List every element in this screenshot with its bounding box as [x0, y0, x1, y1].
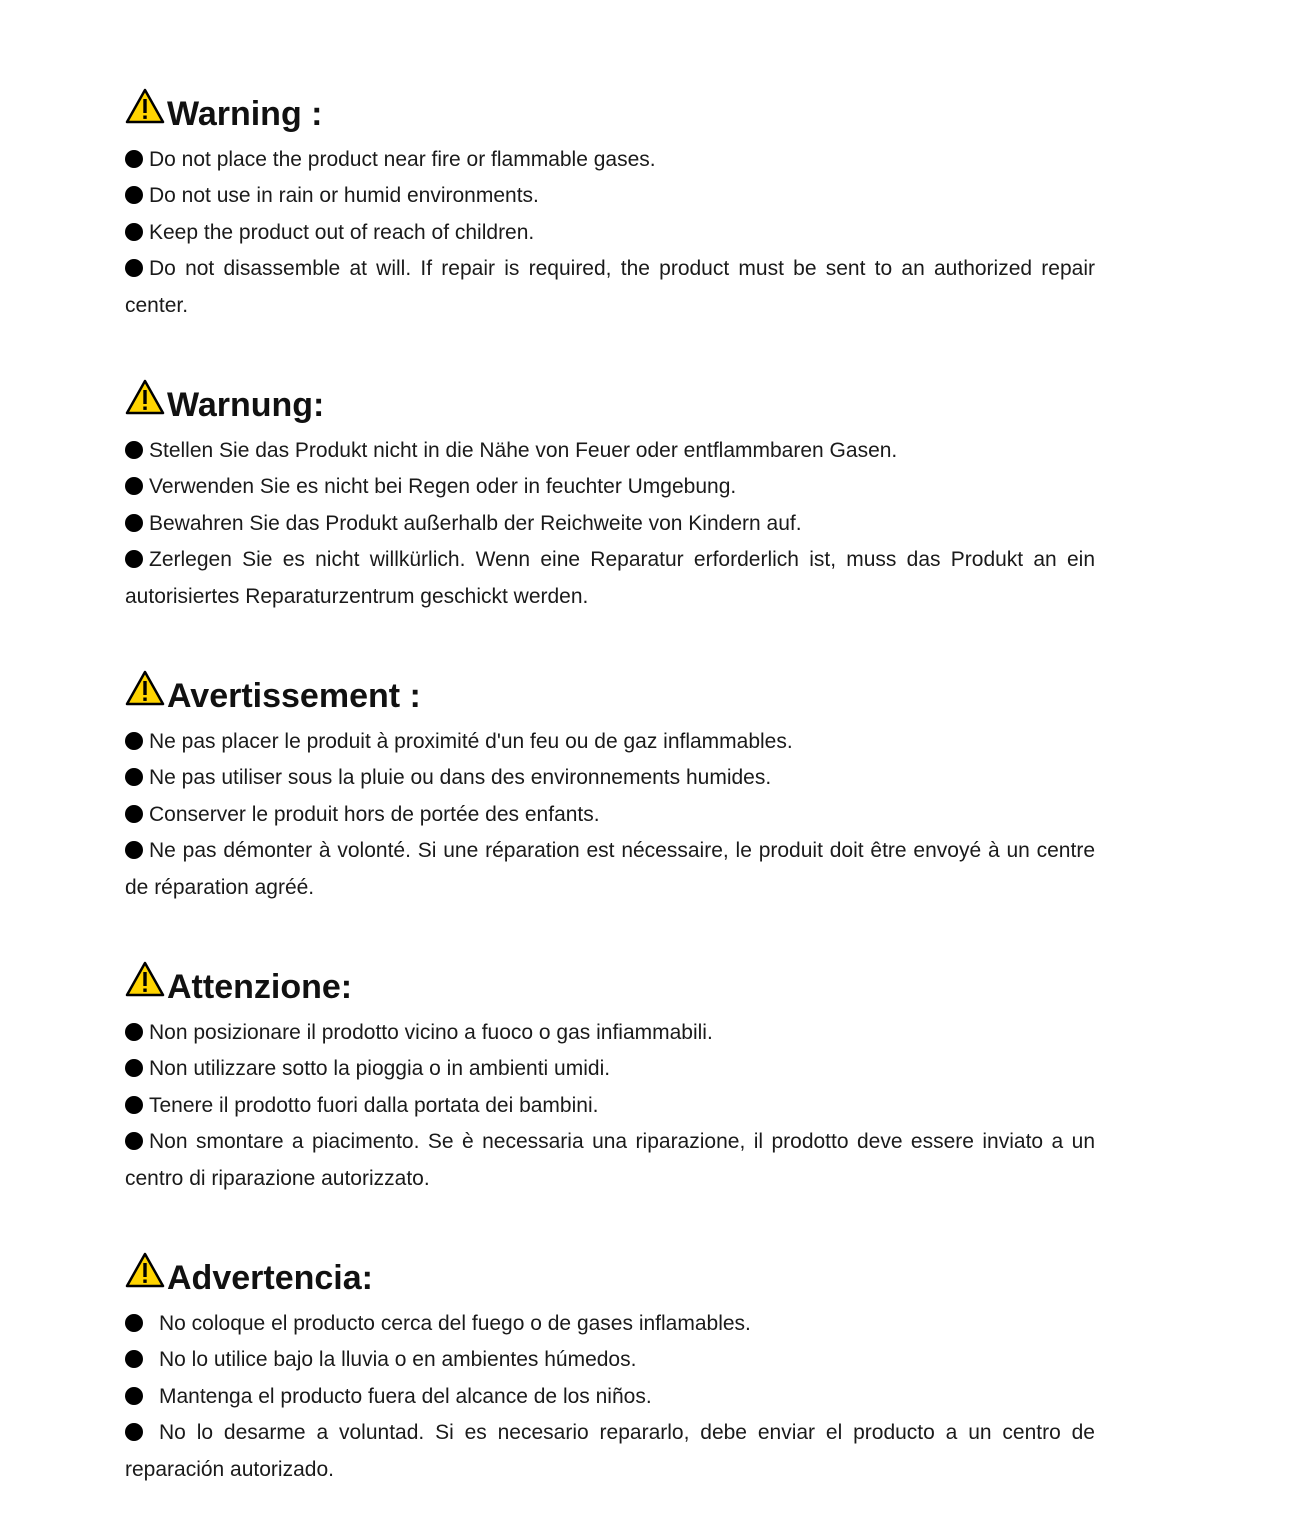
list-item: Non posizionare il prodotto vicino a fuoco o gas infiammabili. [125, 1015, 1095, 1051]
section-heading [125, 959, 1095, 1007]
bullet-icon [125, 1423, 143, 1441]
bullet-icon [125, 186, 143, 204]
list-item: Conserver le produit hors de portée des enfants. [125, 797, 1095, 833]
bullet-icon [125, 1059, 143, 1077]
bullet-icon [125, 841, 143, 859]
bullet-icon [125, 1132, 143, 1150]
bullet-icon [125, 441, 143, 459]
section-heading [125, 1250, 1095, 1298]
section-title: Avertissement : [167, 677, 421, 715]
list-item: Stellen Sie das Produkt nicht in die Nähe von Feuer oder entflammbaren Gasen. [125, 433, 1095, 469]
section-title: Warning : [167, 95, 323, 133]
warning-section-it [125, 959, 1095, 1197]
bullet-icon [125, 223, 143, 241]
list-item: Mantenga el producto fuera del alcance de los niños. [125, 1379, 1095, 1415]
list-item: Keep the product out of reach of children. [125, 215, 1095, 251]
list-item: Do not disassemble at will. If repair is required, the product must be sent to an authorized repair center. [125, 257, 1095, 317]
warning-triangle-icon [125, 88, 165, 124]
bullet-icon [125, 259, 143, 277]
warning-triangle-icon [125, 961, 165, 997]
warning-section-fr [125, 668, 1095, 906]
section-title: Advertencia: [167, 1259, 373, 1297]
warning-section-de [125, 377, 1095, 615]
bullet-icon [125, 768, 143, 786]
list-item: Ne pas utiliser sous la pluie ou dans des environnements humides. [125, 760, 1095, 796]
list-item: Tenere il prodotto fuori dalla portata dei bambini. [125, 1088, 1095, 1124]
warning-list [125, 724, 1095, 906]
list-item: Ne pas placer le produit à proximité d'un feu ou de gaz inflammables. [125, 724, 1095, 760]
list-item: No coloque el producto cerca del fuego o de gases inflamables. [125, 1306, 1095, 1342]
bullet-icon [125, 1314, 143, 1332]
list-item: Zerlegen Sie es nicht willkürlich. Wenn eine Reparatur erforderlich ist, muss das Produkt an ein autorisiertes Reparaturzentrum geschickt werden. [125, 548, 1095, 608]
warning-list [125, 1306, 1095, 1488]
section-heading [125, 377, 1095, 425]
bullet-icon [125, 732, 143, 750]
bullet-icon [125, 477, 143, 495]
bullet-icon [125, 1387, 143, 1405]
bullet-icon [125, 1023, 143, 1041]
list-item: Non smontare a piacimento. Se è necessaria una riparazione, il prodotto deve essere inviato a un centro di riparazione autorizzato. [125, 1130, 1095, 1190]
warning-list [125, 142, 1095, 324]
bullet-icon [125, 1350, 143, 1368]
list-item: Do not use in rain or humid environments. [125, 178, 1095, 214]
bullet-icon [125, 150, 143, 168]
warning-section-es [125, 1250, 1095, 1488]
list-item: Verwenden Sie es nicht bei Regen oder in feuchter Umgebung. [125, 469, 1095, 505]
list-item: Non utilizzare sotto la pioggia o in ambienti umidi. [125, 1051, 1095, 1087]
list-item: No lo utilice bajo la lluvia o en ambientes húmedos. [125, 1342, 1095, 1378]
list-item: No lo desarme a voluntad. Si es necesario repararlo, debe enviar el producto a un centro de reparación autorizado. [125, 1421, 1095, 1481]
list-item: Ne pas démonter à volonté. Si une réparation est nécessaire, le produit doit être envoyé à un centre de réparation agréé. [125, 839, 1095, 899]
list-item: Bewahren Sie das Produkt außerhalb der Reichweite von Kindern auf. [125, 506, 1095, 542]
warning-list [125, 433, 1095, 615]
bullet-icon [125, 550, 143, 568]
bullet-icon [125, 1096, 143, 1114]
section-title: Attenzione: [167, 968, 353, 1006]
warning-section-en [125, 86, 1095, 324]
warning-triangle-icon [125, 379, 165, 415]
bullet-icon [125, 514, 143, 532]
section-heading [125, 668, 1095, 716]
list-item: Do not place the product near fire or flammable gases. [125, 142, 1095, 178]
section-title: Warnung: [167, 386, 325, 424]
warning-list [125, 1015, 1095, 1197]
warning-triangle-icon [125, 1252, 165, 1288]
bullet-icon [125, 805, 143, 823]
warning-triangle-icon [125, 670, 165, 706]
section-heading [125, 86, 1095, 134]
